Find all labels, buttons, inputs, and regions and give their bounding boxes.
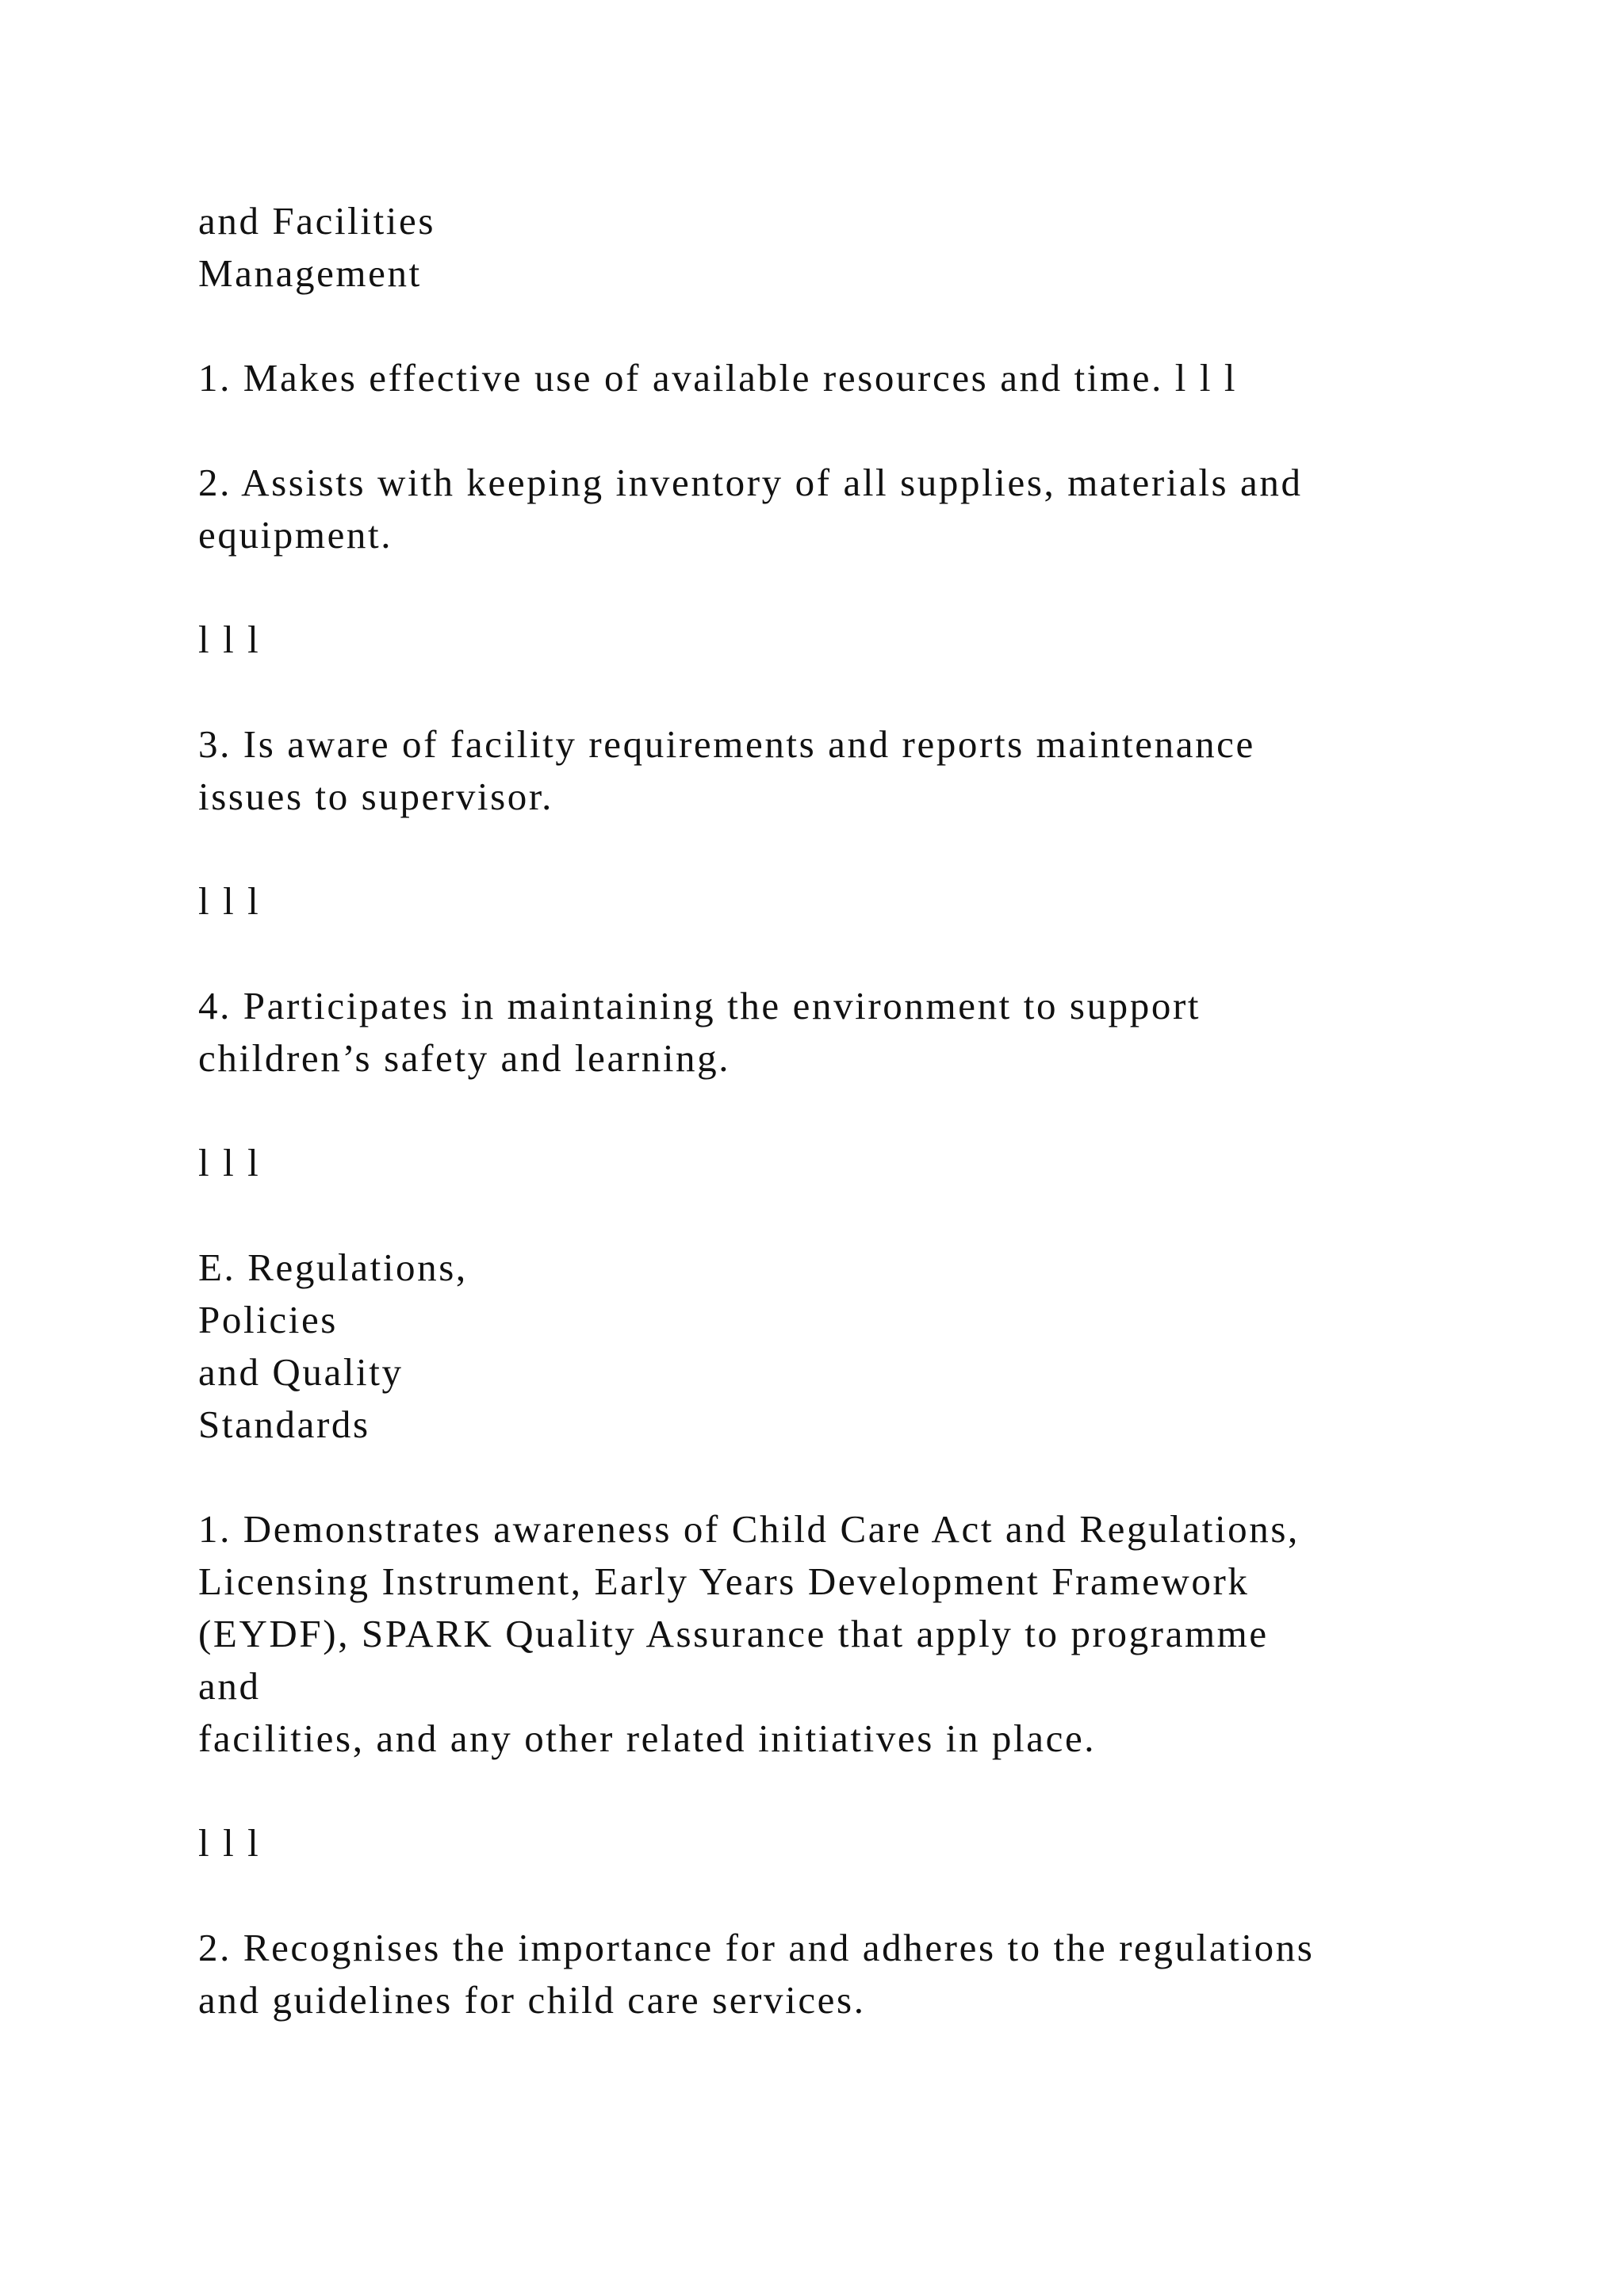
criterion-line: children’s safety and learning. xyxy=(198,1036,731,1080)
rating-marks: l l l xyxy=(198,618,261,661)
criterion-line: equipment. xyxy=(198,513,393,557)
criterion-line: 1. Demonstrates awareness of Child Care Act and Regulations, xyxy=(198,1507,1300,1551)
rating-marks: l l l xyxy=(198,1141,261,1184)
section-heading-line: and Facilities xyxy=(198,199,436,243)
criterion-line: facilities, and any other related initiatives in place. xyxy=(198,1716,1097,1760)
blank-line xyxy=(198,1189,1546,1242)
blank-line xyxy=(198,823,1546,875)
criterion-line: Licensing Instrument, Early Years Development Framework xyxy=(198,1559,1250,1603)
blank-line xyxy=(198,666,1546,718)
section-heading-line: E. Regulations, xyxy=(198,1246,468,1289)
blank-line xyxy=(198,928,1546,980)
section-heading-line: Standards xyxy=(198,1402,370,1446)
criterion-line: 3. Is aware of facility requirements and reports maintenance xyxy=(198,722,1255,766)
document-body xyxy=(198,195,1546,2026)
blank-line xyxy=(198,1869,1546,1922)
rating-marks: l l l xyxy=(198,1821,261,1865)
criterion-line: 2. Assists with keeping inventory of all supplies, materials and xyxy=(198,461,1303,504)
rating-marks: l l l xyxy=(198,879,261,923)
criterion-line: (EYDF), SPARK Quality Assurance that apply to programme xyxy=(198,1612,1269,1655)
blank-line xyxy=(198,1085,1546,1137)
criterion-line: and guidelines for child care services. xyxy=(198,1978,866,2022)
section-heading-line: and Quality xyxy=(198,1350,404,1394)
section-heading-line: Policies xyxy=(198,1298,338,1341)
blank-line xyxy=(198,1765,1546,1817)
criterion-line: 4. Participates in maintaining the environment to support xyxy=(198,984,1201,1027)
criterion-line: and xyxy=(198,1664,261,1708)
blank-line xyxy=(198,404,1546,457)
criterion-line: issues to supervisor. xyxy=(198,775,553,818)
blank-line xyxy=(198,1451,1546,1503)
criterion-line: 1. Makes effective use of available resources and time. l l l xyxy=(198,356,1238,400)
criterion-line: 2. Recognises the importance for and adheres to the regulations xyxy=(198,1926,1315,1969)
blank-line xyxy=(198,561,1546,614)
blank-line xyxy=(198,300,1546,352)
section-heading-line: Management xyxy=(198,251,422,295)
